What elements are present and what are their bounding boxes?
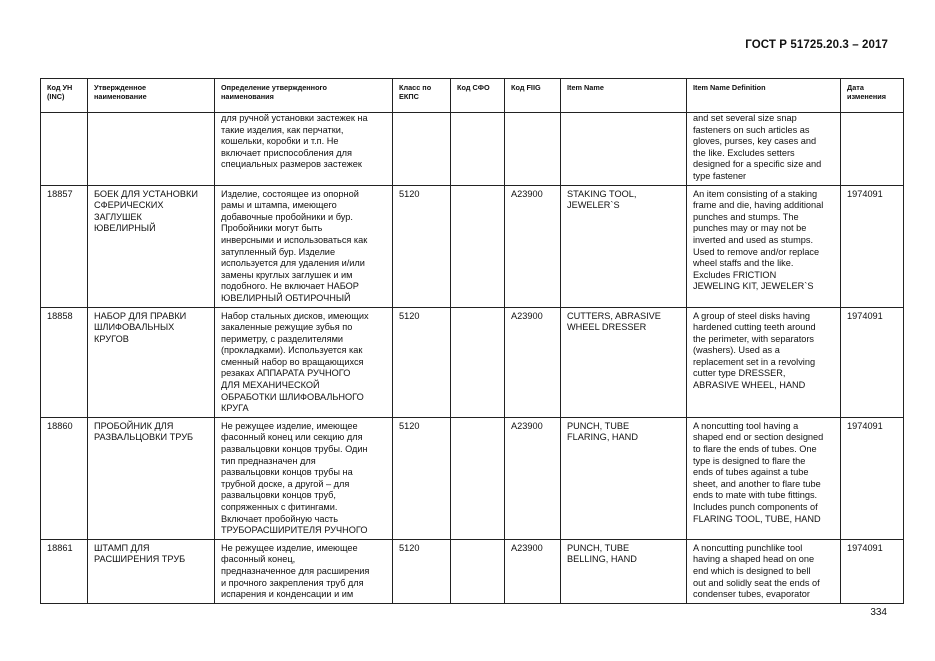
cell-definition-ru: Набор стальных дисков, имеющих закаленные режущие зубья по периметру, с разделителями (прокладками). Используется как сменный набор во вращающихся резаках АППАРАТА РУЧНОГО ДЛЯ МЕХАНИЧЕСКОЙ ОБРАБОТКИ ШЛИФОВАЛЬНОГО КРУГА [215, 307, 393, 417]
table-row [41, 185, 904, 307]
cell-fiig [505, 113, 561, 186]
specification-table [40, 78, 904, 604]
cell-fiig: A23900 [505, 417, 561, 539]
header-class-ekps: Класс по ЕКПС [393, 79, 451, 113]
cell-code: 18860 [41, 417, 88, 539]
cell-definition-en: and set several size snap fasteners on such articles as gloves, purses, key cases and the like. Excludes setters designed for a specific size and type fastener [687, 113, 841, 186]
cell-name-ru: БОЕК ДЛЯ УСТАНОВКИ СФЕРИЧЕСКИХ ЗАГЛУШЕК ЮВЕЛИРНЫЙ [88, 185, 215, 307]
cell-fiig: A23900 [505, 185, 561, 307]
header-item-name: Item Name [561, 79, 687, 113]
cell-class: 5120 [393, 539, 451, 603]
cell-sfo [451, 185, 505, 307]
cell-code [41, 113, 88, 186]
cell-item-name: CUTTERS, ABRASIVE WHEEL DRESSER [561, 307, 687, 417]
page-number: 334 [870, 607, 887, 618]
cell-date [841, 113, 904, 186]
cell-item-name [561, 113, 687, 186]
cell-class [393, 113, 451, 186]
cell-code: 18857 [41, 185, 88, 307]
cell-item-name: PUNCH, TUBE FLARING, HAND [561, 417, 687, 539]
cell-definition-en: An item consisting of a staking frame and die, having additional punches and stumps. The punches may or may not be inverted and used as stumps. Used to remove and/or replace wheel staffs and the like. Excludes FRICTION JEWELING KIT, JEWELER`S [687, 185, 841, 307]
cell-date: 1974091 [841, 307, 904, 417]
cell-sfo [451, 307, 505, 417]
header-item-name-definition: Item Name Definition [687, 79, 841, 113]
cell-definition-en: A noncutting tool having a shaped end or section designed to flare the ends of tubes. One type is designed to flare the ends of tubes against a tube sheet, and another to flare tube ends to mate with tube fittings. Includes punch components of FLARING TOOL, TUBE, HAND [687, 417, 841, 539]
table-header-row [41, 79, 904, 113]
table-row [41, 539, 904, 603]
cell-code: 18858 [41, 307, 88, 417]
cell-definition-ru: Не режущее изделие, имеющее фасонный конец, предназначенное для расширения и прочного закрепления труб для испарения и конденсации и им [215, 539, 393, 603]
cell-date: 1974091 [841, 539, 904, 603]
cell-fiig: A23900 [505, 539, 561, 603]
cell-date: 1974091 [841, 185, 904, 307]
cell-class: 5120 [393, 185, 451, 307]
cell-class: 5120 [393, 307, 451, 417]
table-row [41, 113, 904, 186]
header-code-sfo: Код СФО [451, 79, 505, 113]
header-approved-name: Утвержденное наименование [88, 79, 215, 113]
cell-definition-ru: Не режущее изделие, имеющее фасонный конец или секцию для развальцовки концов трубы. Один тип предназначен для развальцовки концов трубы на трубной доске, а другой – для развальцовки концов труб, сопряженных с фитингами. Включает пробойную часть ТРУБОРАСШИРИТЕЛЯ РУЧНОГО [215, 417, 393, 539]
cell-name-ru: ПРОБОЙНИК ДЛЯ РАЗВАЛЬЦОВКИ ТРУБ [88, 417, 215, 539]
cell-date: 1974091 [841, 417, 904, 539]
cell-code: 18861 [41, 539, 88, 603]
cell-name-ru [88, 113, 215, 186]
document-standard-header: ГОСТ Р 51725.20.3 – 2017 [745, 39, 888, 51]
cell-sfo [451, 539, 505, 603]
cell-definition-ru: Изделие, состоящее из опорной рамы и штампа, имеющего добавочные пробойники и бур. Пробойники могут быть инверсными и использоваться как затупленный бур. Изделие используется для удаления и/или замены круглых заглушек и им подобного. Не включает НАБОР ЮВЕЛИРНЫЙ ОБТИРОЧНЫЙ [215, 185, 393, 307]
cell-sfo [451, 417, 505, 539]
header-code-inc: Код УН (INC) [41, 79, 88, 113]
header-change-date: Дата изменения [841, 79, 904, 113]
table-row [41, 307, 904, 417]
cell-item-name: STAKING TOOL, JEWELER`S [561, 185, 687, 307]
header-name-definition-ru: Определение утвержденного наименования [215, 79, 393, 113]
cell-item-name: PUNCH, TUBE BELLING, HAND [561, 539, 687, 603]
cell-name-ru: НАБОР ДЛЯ ПРАВКИ ШЛИФОВАЛЬНЫХ КРУГОВ [88, 307, 215, 417]
header-code-fiig: Код FIIG [505, 79, 561, 113]
cell-definition-ru: для ручной установки застежек на такие изделия, как перчатки, кошельки, коробки и т.п. Не включает приспособления для специальных размеров застежек [215, 113, 393, 186]
cell-fiig: A23900 [505, 307, 561, 417]
table-row [41, 417, 904, 539]
cell-name-ru: ШТАМП ДЛЯ РАСШИРЕНИЯ ТРУБ [88, 539, 215, 603]
cell-definition-en: A noncutting punchlike tool having a shaped head on one end which is designed to bell out and solidly seat the ends of condenser tubes, evaporator [687, 539, 841, 603]
cell-sfo [451, 113, 505, 186]
cell-definition-en: A group of steel disks having hardened cutting teeth around the perimeter, with separators (washers). Used as a replacement set in a revolving cutter type DRESSER, ABRASIVE WHEEL, HAND [687, 307, 841, 417]
cell-class: 5120 [393, 417, 451, 539]
